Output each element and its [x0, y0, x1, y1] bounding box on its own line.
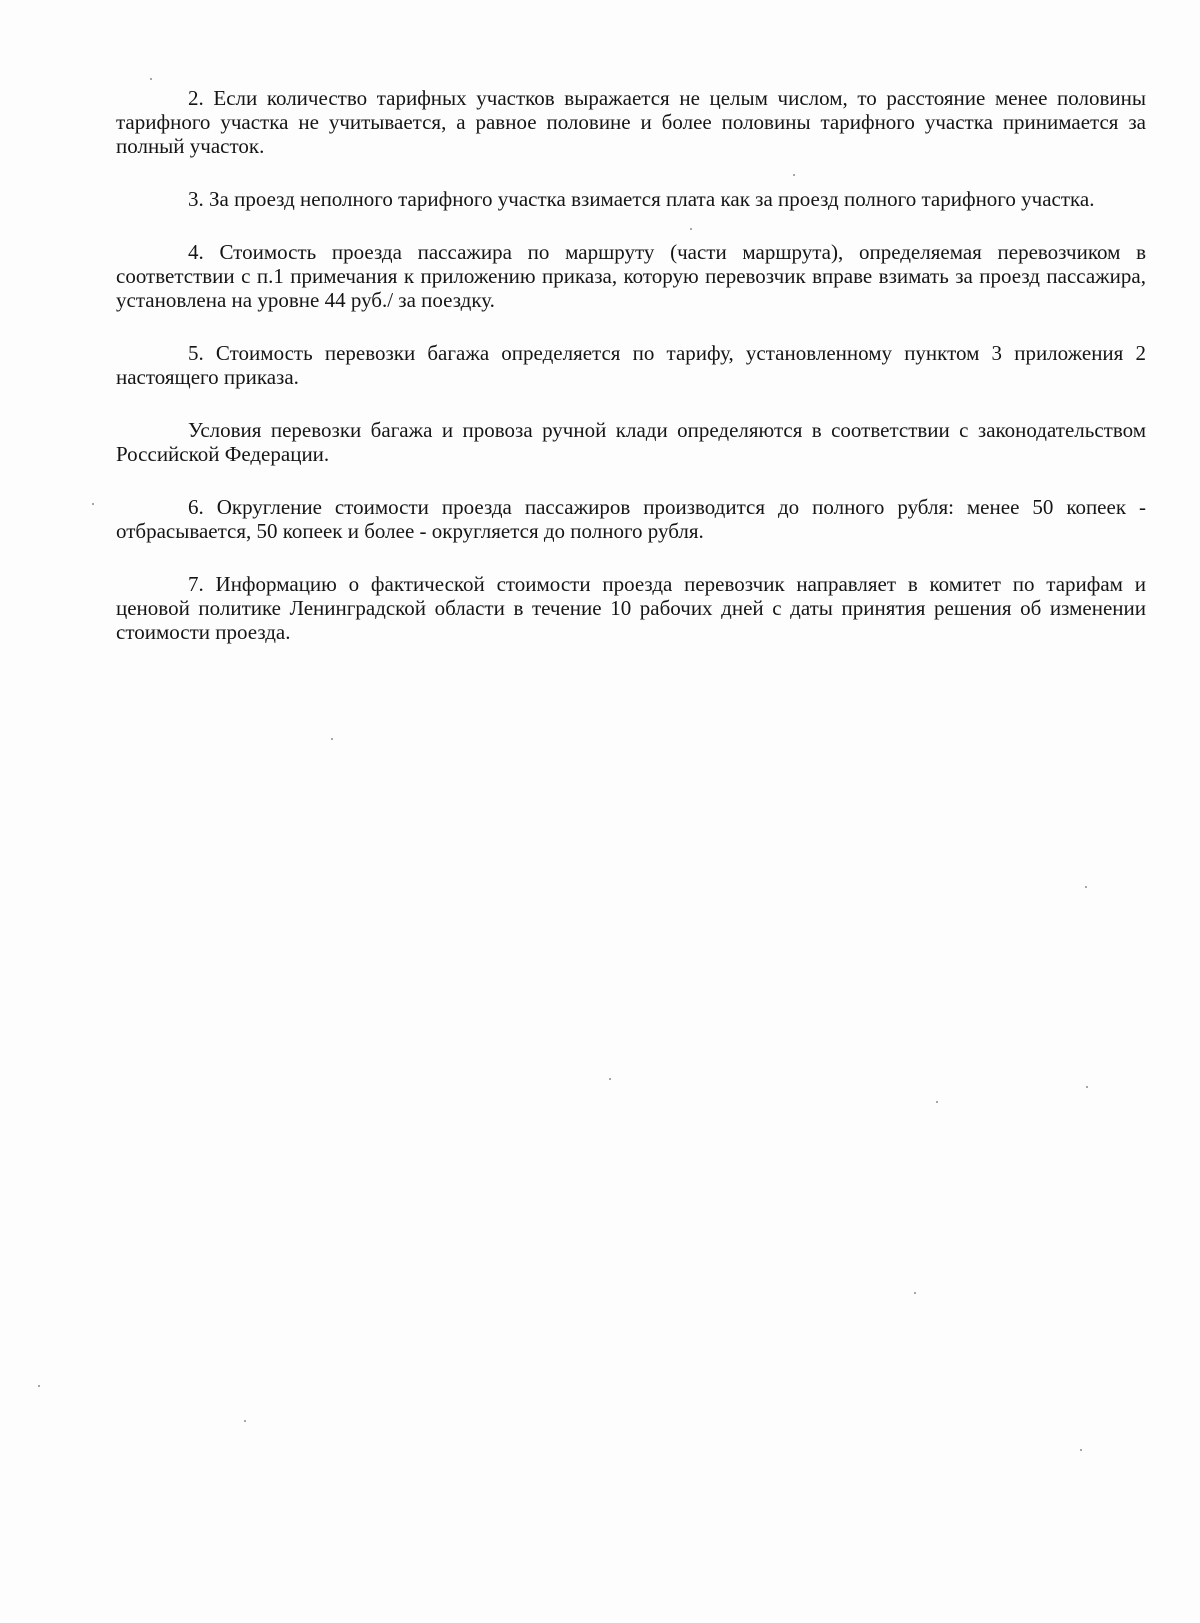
scan-speck: [150, 78, 152, 80]
paragraph-item-2: 2. Если количество тарифных участков выражается не целым числом, то расстояние менее половины тарифного участка не учитывается, а равное половине и более половины тарифного участка принимается за полный участок.: [116, 86, 1146, 158]
paragraph-item-4: 4. Стоимость проезда пассажира по маршруту (части маршрута), определяемая перевозчиком в соответствии с п.1 примечания к приложению приказа, которую перевозчик вправе взимать за проезд пассажира, установлена на уровне 44 руб./ за поездку.: [116, 240, 1146, 312]
paragraph-item-3: 3. За проезд неполного тарифного участка взимается плата как за проезд полного тарифного участка.: [188, 187, 1095, 211]
scan-speck: [244, 1420, 246, 1422]
scan-speck: [1086, 1086, 1088, 1088]
scan-speck: [936, 1101, 938, 1103]
scan-speck: [92, 503, 94, 505]
scan-speck: [609, 1078, 611, 1080]
paragraph-item-6: 6. Округление стоимости проезда пассажиров производится до полного рубля: менее 50 копеек - отбрасывается, 50 копеек и более - округляется до полного рубля.: [116, 495, 1146, 543]
scan-speck: [793, 174, 795, 176]
scan-speck: [690, 228, 692, 230]
scan-speck: [1085, 886, 1087, 888]
paragraph-item-5: 5. Стоимость перевозки багажа определяется по тарифу, установленному пунктом 3 приложения 2 настоящего приказа.: [116, 341, 1146, 389]
paragraph-item-7: 7. Информацию о фактической стоимости проезда перевозчик направляет в комитет по тарифам и ценовой политике Ленинградской области в течение 10 рабочих дней с даты принятия решения об изменении стоимости проезда.: [116, 572, 1146, 644]
scan-speck: [38, 1385, 40, 1387]
paragraph-baggage-conditions: Условия перевозки багажа и провоза ручной клади определяются в соответствии с законодательством Российской Федерации.: [116, 418, 1146, 466]
scan-speck: [914, 1292, 916, 1294]
document-body: [116, 86, 1146, 672]
scan-speck: [1080, 1449, 1082, 1451]
scan-speck: [331, 738, 333, 740]
